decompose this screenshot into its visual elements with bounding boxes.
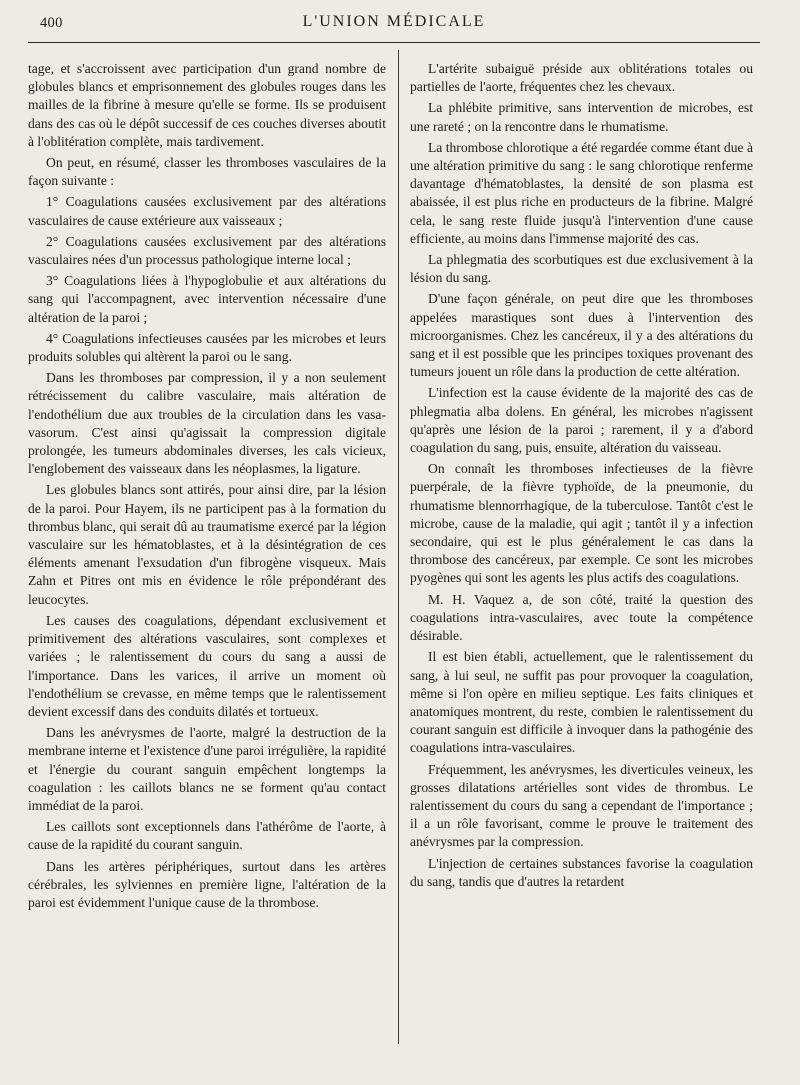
paragraph: Les caillots sont exceptionnels dans l'athérôme de l'aorte, à cause de la rapidité du courant sanguin. xyxy=(28,819,386,853)
paragraph: L'artérite subaiguë préside aux oblitérations totales ou partielles de l'aorte, fréquentes chez les chevaux. xyxy=(410,61,753,95)
paragraph: On connaît les thromboses infectieuses de la fièvre puerpérale, de la fièvre typhoïde, de la pneumonie, du rhumatisme blennorrhagique, de la tuberculose. Tantôt c'est le microbe, cause de la maladie, qui agit ; tantôt il y a infection secondaire, qui est le plus généralement le cas dans la thrombose des cancéreux, par exemple. Ce sont les microbes pyogènes qui sont les agents les plus actifs des coagulations. xyxy=(410,461,753,586)
paragraph: Dans les thromboses par compression, il y a non seulement rétrécissement du calibre vasculaire, mais altération de l'endothélium due aux troubles de la circulation dans les vasa-vasorum. C'est ainsi qu'agissait la compression digitale prolongée, les tumeurs abdominales diverses, les cals vicieux, l'englobement des vaisseaux dans les néoplasmes, la ligature. xyxy=(28,370,386,477)
paragraph: 4° Coagulations infectieuses causées par les microbes et leurs produits solubles qui altèrent la paroi ou le sang. xyxy=(28,330,386,365)
running-title: L'UNION MÉDICALE xyxy=(302,13,486,30)
page-number: 400 xyxy=(40,15,63,31)
paragraph: Les causes des coagulations, dépendant exclusivement et primitivement des altérations vasculaires, sont complexes et variées ; le ralentissement du cours du sang a aussi de l'importance. Dans les varices, il arrive un moment où l'endothélium se crevasse, en même temps que le ralentissement devient excessif dans des conduits dilatés et tortueux. xyxy=(28,612,386,719)
paragraph: La phlébite primitive, sans intervention de microbes, est une rareté ; on la rencontre dans le rhumatisme. xyxy=(410,100,753,134)
column-divider xyxy=(398,50,399,1044)
right-column xyxy=(410,60,753,894)
paragraph: Il est bien établi, actuellement, que le ralentissement du sang, à lui seul, ne suffit pas pour provoquer la coagulation, même si l'on opère en milieu septique. Les faits cliniques et anatomiques montrent, du reste, combien le ralentissement du courant sanguin est difficile à invoquer dans la pathogénie des coagulations intra-vasculaires. xyxy=(410,649,753,756)
paragraph: Les globules blancs sont attirés, pour ainsi dire, par la lésion de la paroi. Pour Hayem, ils ne participent pas à la formation du thrombus blanc, qui serait dû au traumatisme exercé par la légion vasculaire sur les hématoblastes, et à la désintégration de ces éléments amenant l'exsudation d'un fibrogène visqueux. Mais Zahn et Pitres ont mis en évidence le rôle prépondérant des leucocytes. xyxy=(28,482,386,607)
paragraph: L'injection de certaines substances favorise la coagulation du sang, tandis que d'autres la retardent xyxy=(410,855,753,889)
paragraph: On peut, en résumé, classer les thromboses vasculaires de la façon suivante : xyxy=(28,155,386,189)
paragraph: D'une façon générale, on peut dire que les thromboses appelées marastiques sont dues à l'intervention des microorganismes. Chez les cancéreux, il y a des altérations du sang et il est possible que les principes toxiques provenant des tumeurs jouent un rôle dans la production de cette altération. xyxy=(410,291,753,380)
paragraph: Dans les anévrysmes de l'aorte, malgré la destruction de la membrane interne et l'existence d'une paroi irrégulière, la rapidité et l'énergie du courant sanguin empêchent longtemps la coagulation : les caillots blancs ne se forment qu'au contact immédiat de la paroi. xyxy=(28,725,386,813)
paragraph: tage, et s'accroissent avec participation d'un grand nombre de globules blancs et emprisonnement des globules rouges dans les mailles de la fibrine à mesure qu'elle se forme. Ils se produisent dans des cas où le dépôt successif de ces couches diverses aboutit à l'oblitération complète, mais tardivement. xyxy=(28,61,386,149)
paragraph: Dans les artères périphériques, surtout dans les artères cérébrales, les sylviennes en première ligne, l'altération de la paroi est évidemment l'unique cause de la thrombose. xyxy=(28,858,386,910)
paragraph: M. H. Vaquez a, de son côté, traité la question des coagulations intra-vasculaires, avec toute la compétence désirable. xyxy=(410,591,753,644)
paragraph: Fréquemment, les anévrysmes, les diverticules veineux, les grosses dilatations artérielles sont vides de thrombus. Le ralentissement du cours du sang a cependant de l'importance ; il a un rôle favorisant, comme le prouve le traitement des anévrysmes par la compression. xyxy=(410,761,753,850)
page-header xyxy=(28,12,760,36)
paragraph: L'infection est la cause évidente de la majorité des cas de phlegmatia alba dolens. En général, les microbes n'agissent qu'après une lésion de la paroi ; rarement, il y a d'abord coagulation du sang, puis, ensuite, altération du vaisseau. xyxy=(410,385,753,456)
paragraph: 1° Coagulations causées exclusivement par des altérations vasculaires de cause extérieure aux vaisseaux ; xyxy=(28,194,386,228)
header-rule xyxy=(28,42,760,43)
paragraph: 2° Coagulations causées exclusivement par des altérations vasculaires nées d'un processus pathologique interne local ; xyxy=(28,233,386,268)
left-column xyxy=(28,60,386,915)
paragraph: La thrombose chlorotique a été regardée comme étant due à une altération primitive du sang : le sang chlorotique renferme davantage d'hématoblastes, la densité de son plasma est abaissée, il est plus riche en producteurs de la fibrine. Malgré cela, le sang reste fluide jusqu'à l'intervention d'une cause efficiente, au moins dans l'immense majorité des cas. xyxy=(410,139,753,246)
paragraph: 3° Coagulations liées à l'hypoglobulie et aux altérations du sang qui l'accompagnent, avec intervention nécessaire d'une altération de la paroi ; xyxy=(28,273,386,325)
paragraph: La phlegmatia des scorbutiques est due exclusivement à la lésion du sang. xyxy=(410,252,753,286)
